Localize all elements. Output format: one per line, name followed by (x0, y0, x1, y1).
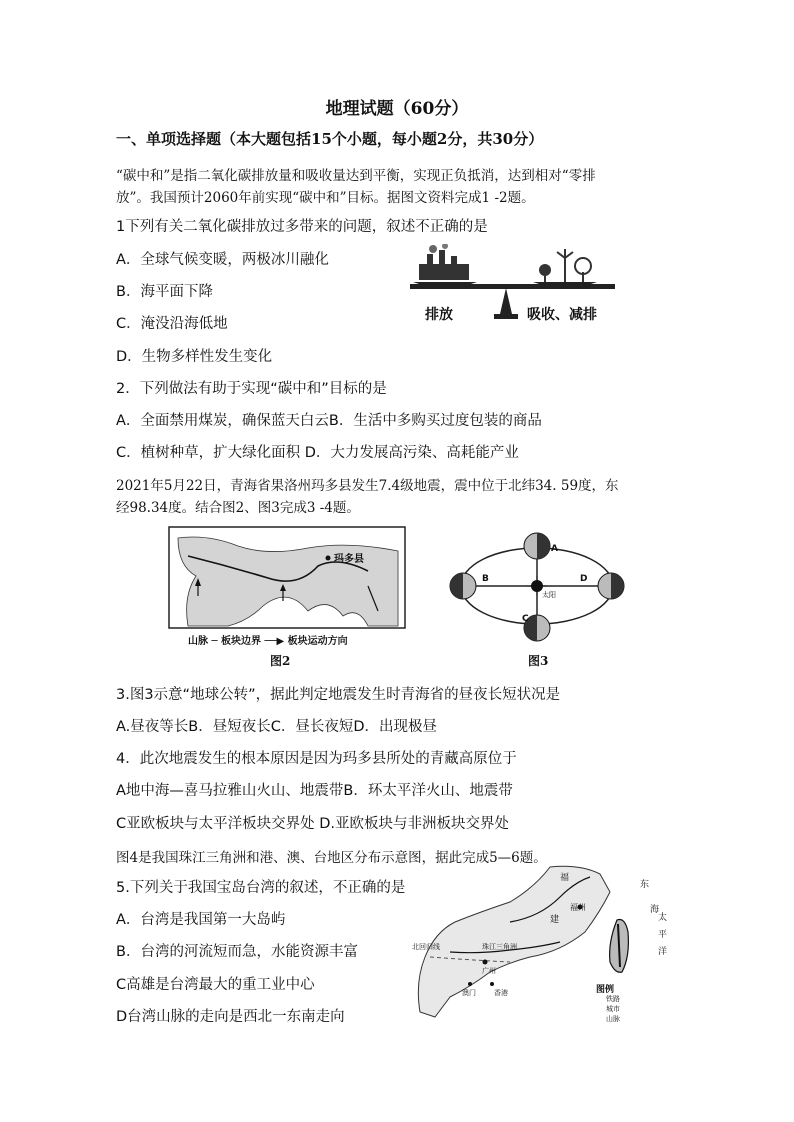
options: A.昼夜等长B．昼短夜长C．昼长夜短D．出现极昼 (116, 719, 438, 735)
label-d: D (580, 574, 588, 584)
section-heading: 一、单项选择题（本大题包括15个小题，每小题2分，共30分） (116, 130, 544, 148)
map-legend: 山脉 ─ 板块边界 ──▶ 板块运动方向 (188, 636, 348, 647)
option-a: A．全球气候变暖，两极冰川融化 (116, 252, 329, 268)
prd-taiwan-map-figure (410, 862, 672, 1026)
intro-line: 图4是我国珠江三角洲和港、澳、台地区分布示意图，据此完成5—6题。 (116, 850, 547, 866)
intro-line: 2021年5月22日，青海省果洛州玛多县发生7.4级地震，震中位于北纬34. 59度，东 (116, 478, 619, 494)
question-stem: 4．此次地震发生的根本原因是因为玛多县所处的青藏高原位于 (116, 751, 517, 767)
carbon-balance-figure (405, 244, 620, 324)
place-label: 玛多县 (334, 554, 364, 565)
plate-map-figure (168, 526, 406, 646)
option-c: C高雄是台湾最大的重工业中心 (116, 977, 315, 993)
options-ab: A地中海—喜马拉雅山火山、地震带B．环太平洋火山、地震带 (116, 783, 513, 799)
intro-line: “碳中和”是指二氧化碳排放量和吸收量达到平衡，实现正负抵消，达到相对“零排 (116, 168, 596, 184)
map-label: 福州 (570, 903, 586, 912)
orbit-figure (448, 530, 626, 648)
option-d: D．生物多样性发生变化 (116, 349, 273, 365)
intro-line: 放”。我国预计2060年前实现“碳中和”目标。据图文资料完成1 -2题。 (116, 190, 535, 206)
emission-label: 排放 (425, 307, 453, 323)
legend-item: 铁路 (606, 995, 620, 1003)
map-label: 珠江三角洲 (482, 943, 517, 951)
label-c: C (522, 614, 529, 624)
question-stem: 1下列有关二氧化碳排放过多带来的问题，叙述不正确的是 (116, 219, 488, 235)
legend-title: 图例 (596, 985, 615, 995)
option-b: B．海平面下降 (116, 284, 213, 300)
map-label: 东 (640, 880, 650, 890)
page-title: 地理试题（60分） (325, 99, 469, 119)
map-label: 海 (650, 905, 660, 915)
label-b: B (482, 574, 489, 584)
legend-item: 城市 (606, 1005, 620, 1013)
absorption-label: 吸收、减排 (527, 307, 597, 323)
label-a: A (551, 544, 558, 554)
option-b: B．台湾的河流短而急，水能资源丰富 (116, 944, 358, 960)
legend-item: 山脉 (606, 1015, 620, 1023)
map-label: 澳门 (462, 989, 476, 997)
sun-label: 太阳 (542, 591, 556, 599)
options-ab: A．全面禁用煤炭，确保蓝天白云B．生活中多购买过度包装的商品 (116, 413, 542, 429)
options-cd: C亚欧板块与太平洋板块交界处 D.亚欧板块与非洲板块交界处 (116, 816, 510, 832)
intro-line: 经98.34度。结合图2、图3完成3 -4题。 (116, 500, 360, 516)
question-stem: 2．下列做法有助于实现“碳中和”目标的是 (116, 381, 387, 397)
option-d: D台湾山脉的走向是西北一东南走向 (116, 1009, 345, 1025)
figure-caption: 图3 (528, 654, 549, 668)
question-stem: 3.图3示意“地球公转”，据此判定地震发生时青海省的昼夜长短状况是 (116, 687, 561, 703)
option-c: C．淹没沿海低地 (116, 316, 228, 332)
options-cd: C．植树种草，扩大绿化面积 D．大力发展高污染、高耗能产业 (116, 445, 519, 461)
figure-caption: 图2 (270, 654, 291, 668)
map-label: 福 (560, 873, 570, 883)
map-label: 平 (658, 930, 668, 940)
option-a: A．台湾是我国第一大岛屿 (116, 912, 286, 928)
map-label: 太 (658, 913, 668, 923)
map-label: 广州 (482, 967, 496, 975)
question-stem: 5.下列关于我国宝岛台湾的叙述，不正确的是 (116, 880, 406, 896)
map-label: 洋 (658, 947, 668, 957)
map-label: 北回归线 (412, 943, 440, 951)
map-label: 香港 (494, 989, 508, 997)
map-label: 建 (550, 915, 560, 925)
